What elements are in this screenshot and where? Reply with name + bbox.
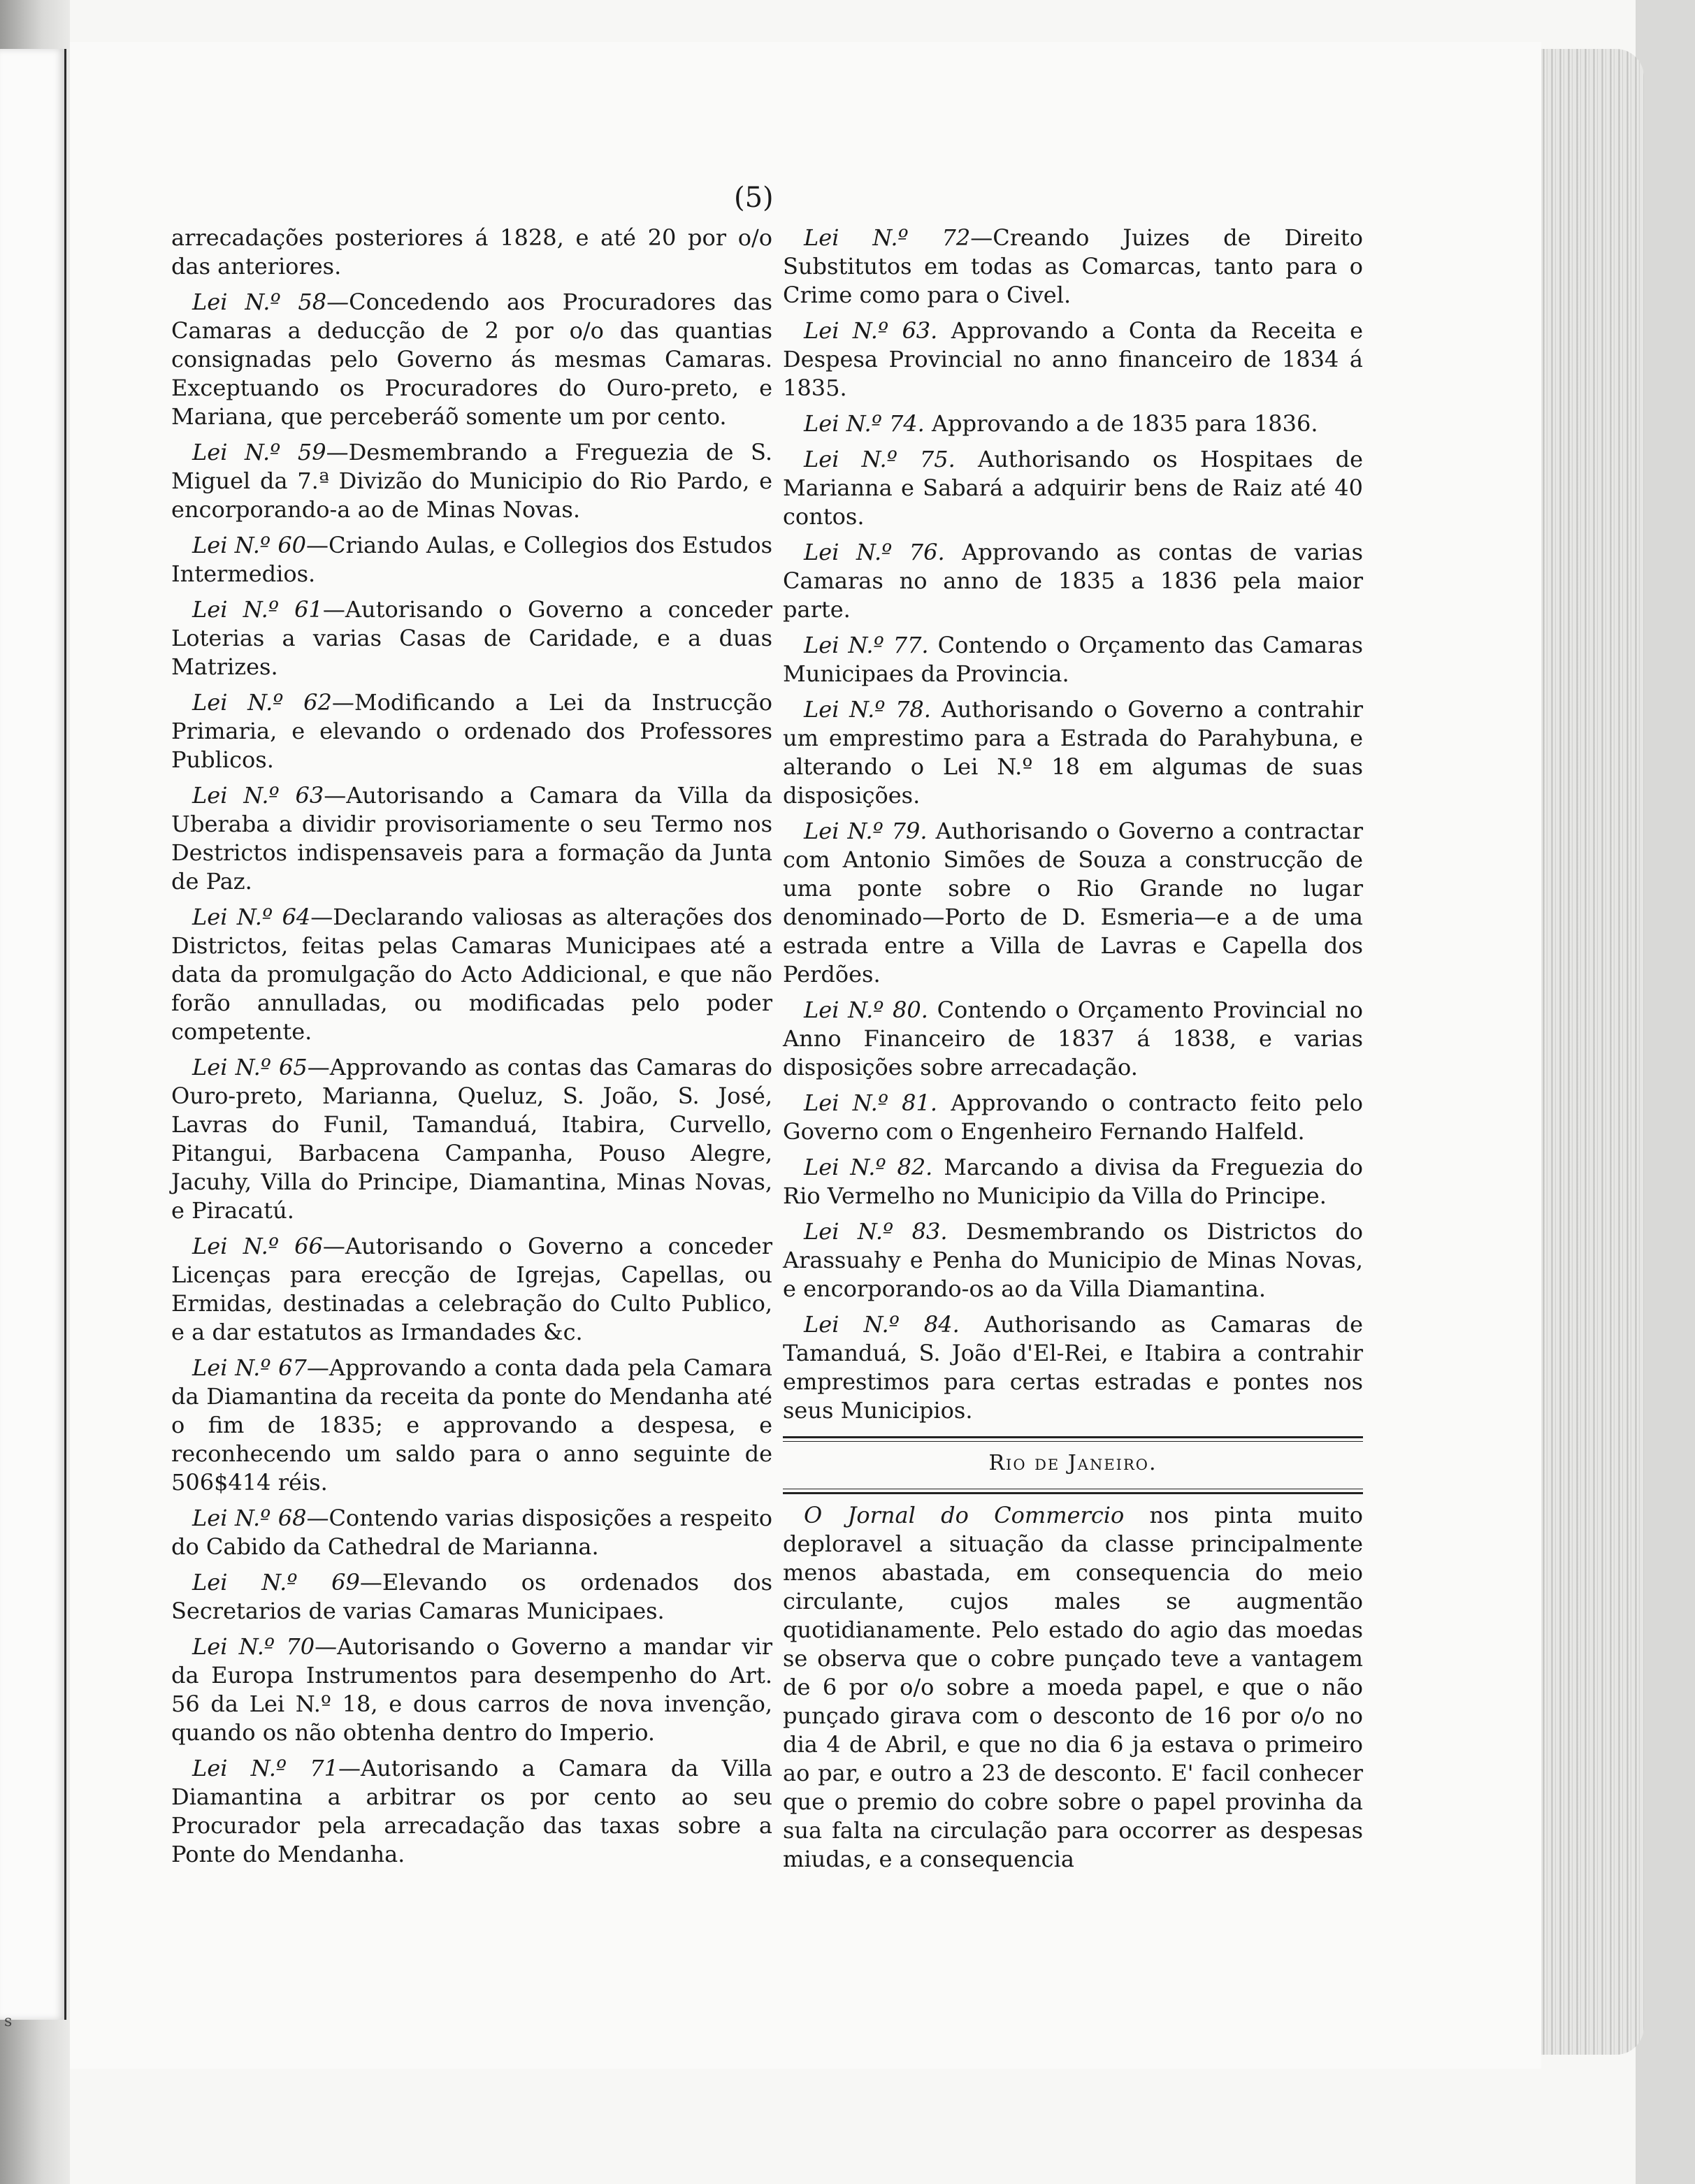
rule-thick <box>783 1436 1363 1438</box>
law-entry <box>171 688 772 774</box>
law-number: Lei N.º 76. <box>804 539 945 565</box>
law-text: Marcando a divisa da Freguezia do Rio Vermelho no Municipio da Villa do Principe. <box>783 1154 1364 1209</box>
law-text: —Autorisando a Camara da Villa Diamantina a arbitrar os por cento ao seu Procurador pela arrecadação das taxas sobre a Ponte do Mendanha. <box>171 1755 773 1867</box>
law-number: Lei N.º 69 <box>192 1569 360 1596</box>
law-text: —Modificando a Lei da Instrucção Primaria, e elevando o ordenado dos Professores Publicos. <box>171 689 772 773</box>
law-number: Lei N.º 75. <box>804 446 955 472</box>
law-number: Lei N.º 74. <box>804 410 925 437</box>
law-text: —Approvando as contas das Camaras do Ouro-preto, Marianna, Queluz, S. João, S. José, Lavras do Funil, Tamanduá, Itabira, Curvello, Pitangui, Barbacena Campanha, Pouso Alegre, Jacuhy, Villa do Principe, Diamantina, Minas Novas, e Piracatú. <box>171 1054 773 1224</box>
law-entry <box>783 1217 1363 1303</box>
law-entry <box>171 1354 772 1497</box>
law-entry <box>171 1568 772 1626</box>
law-text: —Autorisando o Governo a conceder Licenças para erecção de Igrejas, Capellas, ou Ermidas, destinadas a celebração do Culto Publico, e a dar estatutos as Irmandades &c. <box>171 1233 773 1345</box>
margin-mark: s <box>4 2013 13 2030</box>
law-text: Authorisando o Governo a contractar com Antonio Simões de Souza a construcção de uma ponte sobre o Rio Grande no lugar denominado—Porto de D. Esmeria—e a de uma estrada entre a Villa de Lavras e Capella dos Perdões. <box>783 818 1364 988</box>
law-text: Approvando a Conta da Receita e Despesa Provincial no anno financeiro de 1834 á 1835. <box>783 317 1364 401</box>
right-column-laws <box>783 224 1363 1425</box>
law-entry <box>783 996 1363 1082</box>
law-number: Lei N.º 64 <box>192 904 311 930</box>
law-text: —Approvando a conta dada pela Camara da Diamantina da receita da ponte do Mendanha até o fim de 1835; e approvando a despesa, e reconhecendo um saldo para o anno seguinte de 506$414 réis. <box>171 1354 773 1496</box>
news-article <box>783 1501 1363 1874</box>
law-text: Approvando o contracto feito pelo Governo com o Engenheiro Fernando Halfeld. <box>783 1090 1364 1145</box>
law-entry <box>171 1053 772 1225</box>
rule-thick <box>783 1492 1363 1494</box>
law-entry <box>783 1310 1363 1425</box>
law-text: Contendo o Orçamento Provincial no Anno Financeiro de 1837 á 1838, e varias disposições sobre arrecadação. <box>783 997 1364 1080</box>
law-number: Lei N.º 61 <box>192 596 323 623</box>
law-entry <box>783 224 1363 310</box>
law-entry <box>783 817 1363 989</box>
law-number: Lei N.º 79. <box>804 818 928 844</box>
law-text: Authorisando o Governo a contrahir um emprestimo para a Estrada do Parahybuna, e alterando o Lei N.º 18 em algumas de suas disposições. <box>783 696 1363 809</box>
law-number: Lei N.º 81. <box>804 1090 938 1116</box>
article-text: nos pinta muito deploravel a situação da classe principalmente menos abastada, em consequencia do meio circulante, cujos males se augmentão quotidianamente. Pelo estado do agio das moedas se observa que o cobre punçado teve a vantagem de 6 por o/o sobre a moeda papel, e que o não punçado girava com o desconto de 16 por o/o no dia 4 de Abril, e que no dia 6 ja estava o primeiro ao par, e outro a 23 de desconto. E' facil conhecer que o premio do cobre sobre o papel provinha da sua falta na circulação para occorrer as despesas miudas, e a consequencia <box>783 1502 1364 1872</box>
law-entry <box>171 1633 772 1747</box>
law-entry <box>171 1232 772 1347</box>
law-number: Lei N.º 72 <box>804 224 971 251</box>
law-text: Desmembrando os Districtos do Arassuahy e Penha do Municipio de Minas Novas, e encorporando-os ao da Villa Diamantina. <box>783 1218 1363 1302</box>
law-text: —Autorisando o Governo a mandar vir da Europa Instrumentos para desempenho do Art. 56 da Lei N.º 18, e dous carros de nova invenção, quando os não obtenha dentro do Imperio. <box>171 1633 773 1746</box>
law-text: —Autorisando a Camara da Villa da Uberaba a dividir provisoriamente o seu Termo nos Destrictos indispensaveis para a formação da Junta de Paz. <box>171 782 772 895</box>
law-text: —Concedendo aos Procuradores das Camaras a deducção de 2 por o/o das quantias consignadas pelo Governo ás mesmas Camaras. Exceptuando os Procuradores do Ouro-preto, e Mariana, que perceberáõ somente um por cento. <box>171 289 772 430</box>
section-divider-bottom <box>783 1489 1363 1494</box>
law-entry <box>783 695 1363 810</box>
law-entry <box>171 781 772 896</box>
law-number: Lei N.º 68 <box>192 1505 307 1531</box>
law-number: Lei N.º 62 <box>192 689 332 716</box>
law-text: —Elevando os ordenados dos Secretarios de varias Camaras Municipaes. <box>171 1569 773 1624</box>
law-entry <box>783 1153 1363 1210</box>
law-text: Authorisando os Hospitaes de Marianna e Sabará a adquirir bens de Raiz até 40 contos. <box>783 446 1364 530</box>
right-column <box>783 224 1363 1881</box>
law-number: Lei N.º 60 <box>192 532 307 558</box>
law-entry <box>783 317 1363 403</box>
law-text: —Autorisando o Governo a conceder Loterias a varias Casas de Caridade, e a duas Matrizes. <box>171 596 773 680</box>
law-text: Contendo o Orçamento das Camaras Municipaes da Provincia. <box>783 632 1364 687</box>
law-entry <box>171 224 772 281</box>
law-number: Lei N.º 77. <box>804 632 929 658</box>
law-number: Lei N.º 84. <box>804 1311 960 1338</box>
section-heading: Rio de Janeiro. <box>988 1451 1157 1475</box>
law-text: Approvando as contas de varias Camaras no anno de 1835 a 1836 pela maior parte. <box>783 539 1364 623</box>
law-text: Approvando a de 1835 para 1836. <box>924 410 1318 437</box>
law-entry <box>171 903 772 1046</box>
law-entry <box>783 445 1363 531</box>
facing-page-edge <box>0 49 66 2020</box>
law-entry <box>171 438 772 524</box>
law-text: —Contendo varias disposições a respeito do Cabido da Cathedral de Marianna. <box>171 1505 772 1560</box>
law-number: Lei N.º 70 <box>192 1633 315 1660</box>
law-number: Lei N.º 66 <box>192 1233 323 1259</box>
law-text: arrecadações posteriores á 1828, e até 20 por o/o das anteriores. <box>171 224 772 280</box>
law-number: Lei N.º 71 <box>192 1755 339 1781</box>
law-entry <box>171 595 772 681</box>
law-number: Lei N.º 78. <box>804 696 931 723</box>
law-text: —Creando Juizes de Direito Substitutos em todas as Comarcas, tanto para o Crime como para o Civel. <box>783 224 1364 308</box>
law-number: Lei N.º 67 <box>192 1354 307 1381</box>
law-number: Lei N.º 63. <box>804 317 938 344</box>
law-number: Lei N.º 82. <box>804 1154 933 1180</box>
law-number: Lei N.º 83. <box>804 1218 948 1245</box>
background-right <box>1636 0 1695 2184</box>
section-divider-top <box>783 1436 1363 1442</box>
law-entry <box>171 288 772 431</box>
law-number: Lei N.º 80. <box>804 997 928 1023</box>
law-number: Lei N.º 63 <box>192 782 324 809</box>
rule-thin <box>783 1441 1363 1442</box>
left-column <box>171 224 772 1876</box>
law-number: Lei N.º 59 <box>192 439 326 465</box>
law-entry <box>171 1504 772 1561</box>
law-text: Authorisando as Camaras de Tamanduá, S. João d'El-Rei, e Itabira a contrahir emprestimos para certas estradas e pontes nos seus Municipios. <box>783 1311 1364 1424</box>
law-entry <box>783 538 1363 624</box>
law-text: —Criando Aulas, e Collegios dos Estudos Intermedios. <box>171 532 772 587</box>
law-number: Lei N.º 65 <box>192 1054 308 1080</box>
newspaper-page <box>70 42 1541 2069</box>
law-entry <box>171 1754 772 1869</box>
law-text: —Desmembrando a Freguezia de S. Miguel da 7.ª Divizão do Municipio do Rio Pardo, e encorporando-a ao de Minas Novas. <box>171 439 773 523</box>
law-entry <box>783 631 1363 688</box>
law-number: Lei N.º 58 <box>192 289 327 315</box>
law-text: —Declarando valiosas as alterações dos Districtos, feitas pelas Camaras Municipaes até a data da promulgação do Acto Addicional, e que não forão annulladas, ou modificadas pelo poder competente. <box>171 904 773 1045</box>
page-stack-edge <box>1538 49 1644 2055</box>
journal-name: O Jornal do Commercio <box>804 1502 1125 1528</box>
law-entry <box>783 410 1363 438</box>
law-entry <box>783 1089 1363 1146</box>
page-number: (5) <box>734 182 774 214</box>
law-entry <box>171 531 772 588</box>
